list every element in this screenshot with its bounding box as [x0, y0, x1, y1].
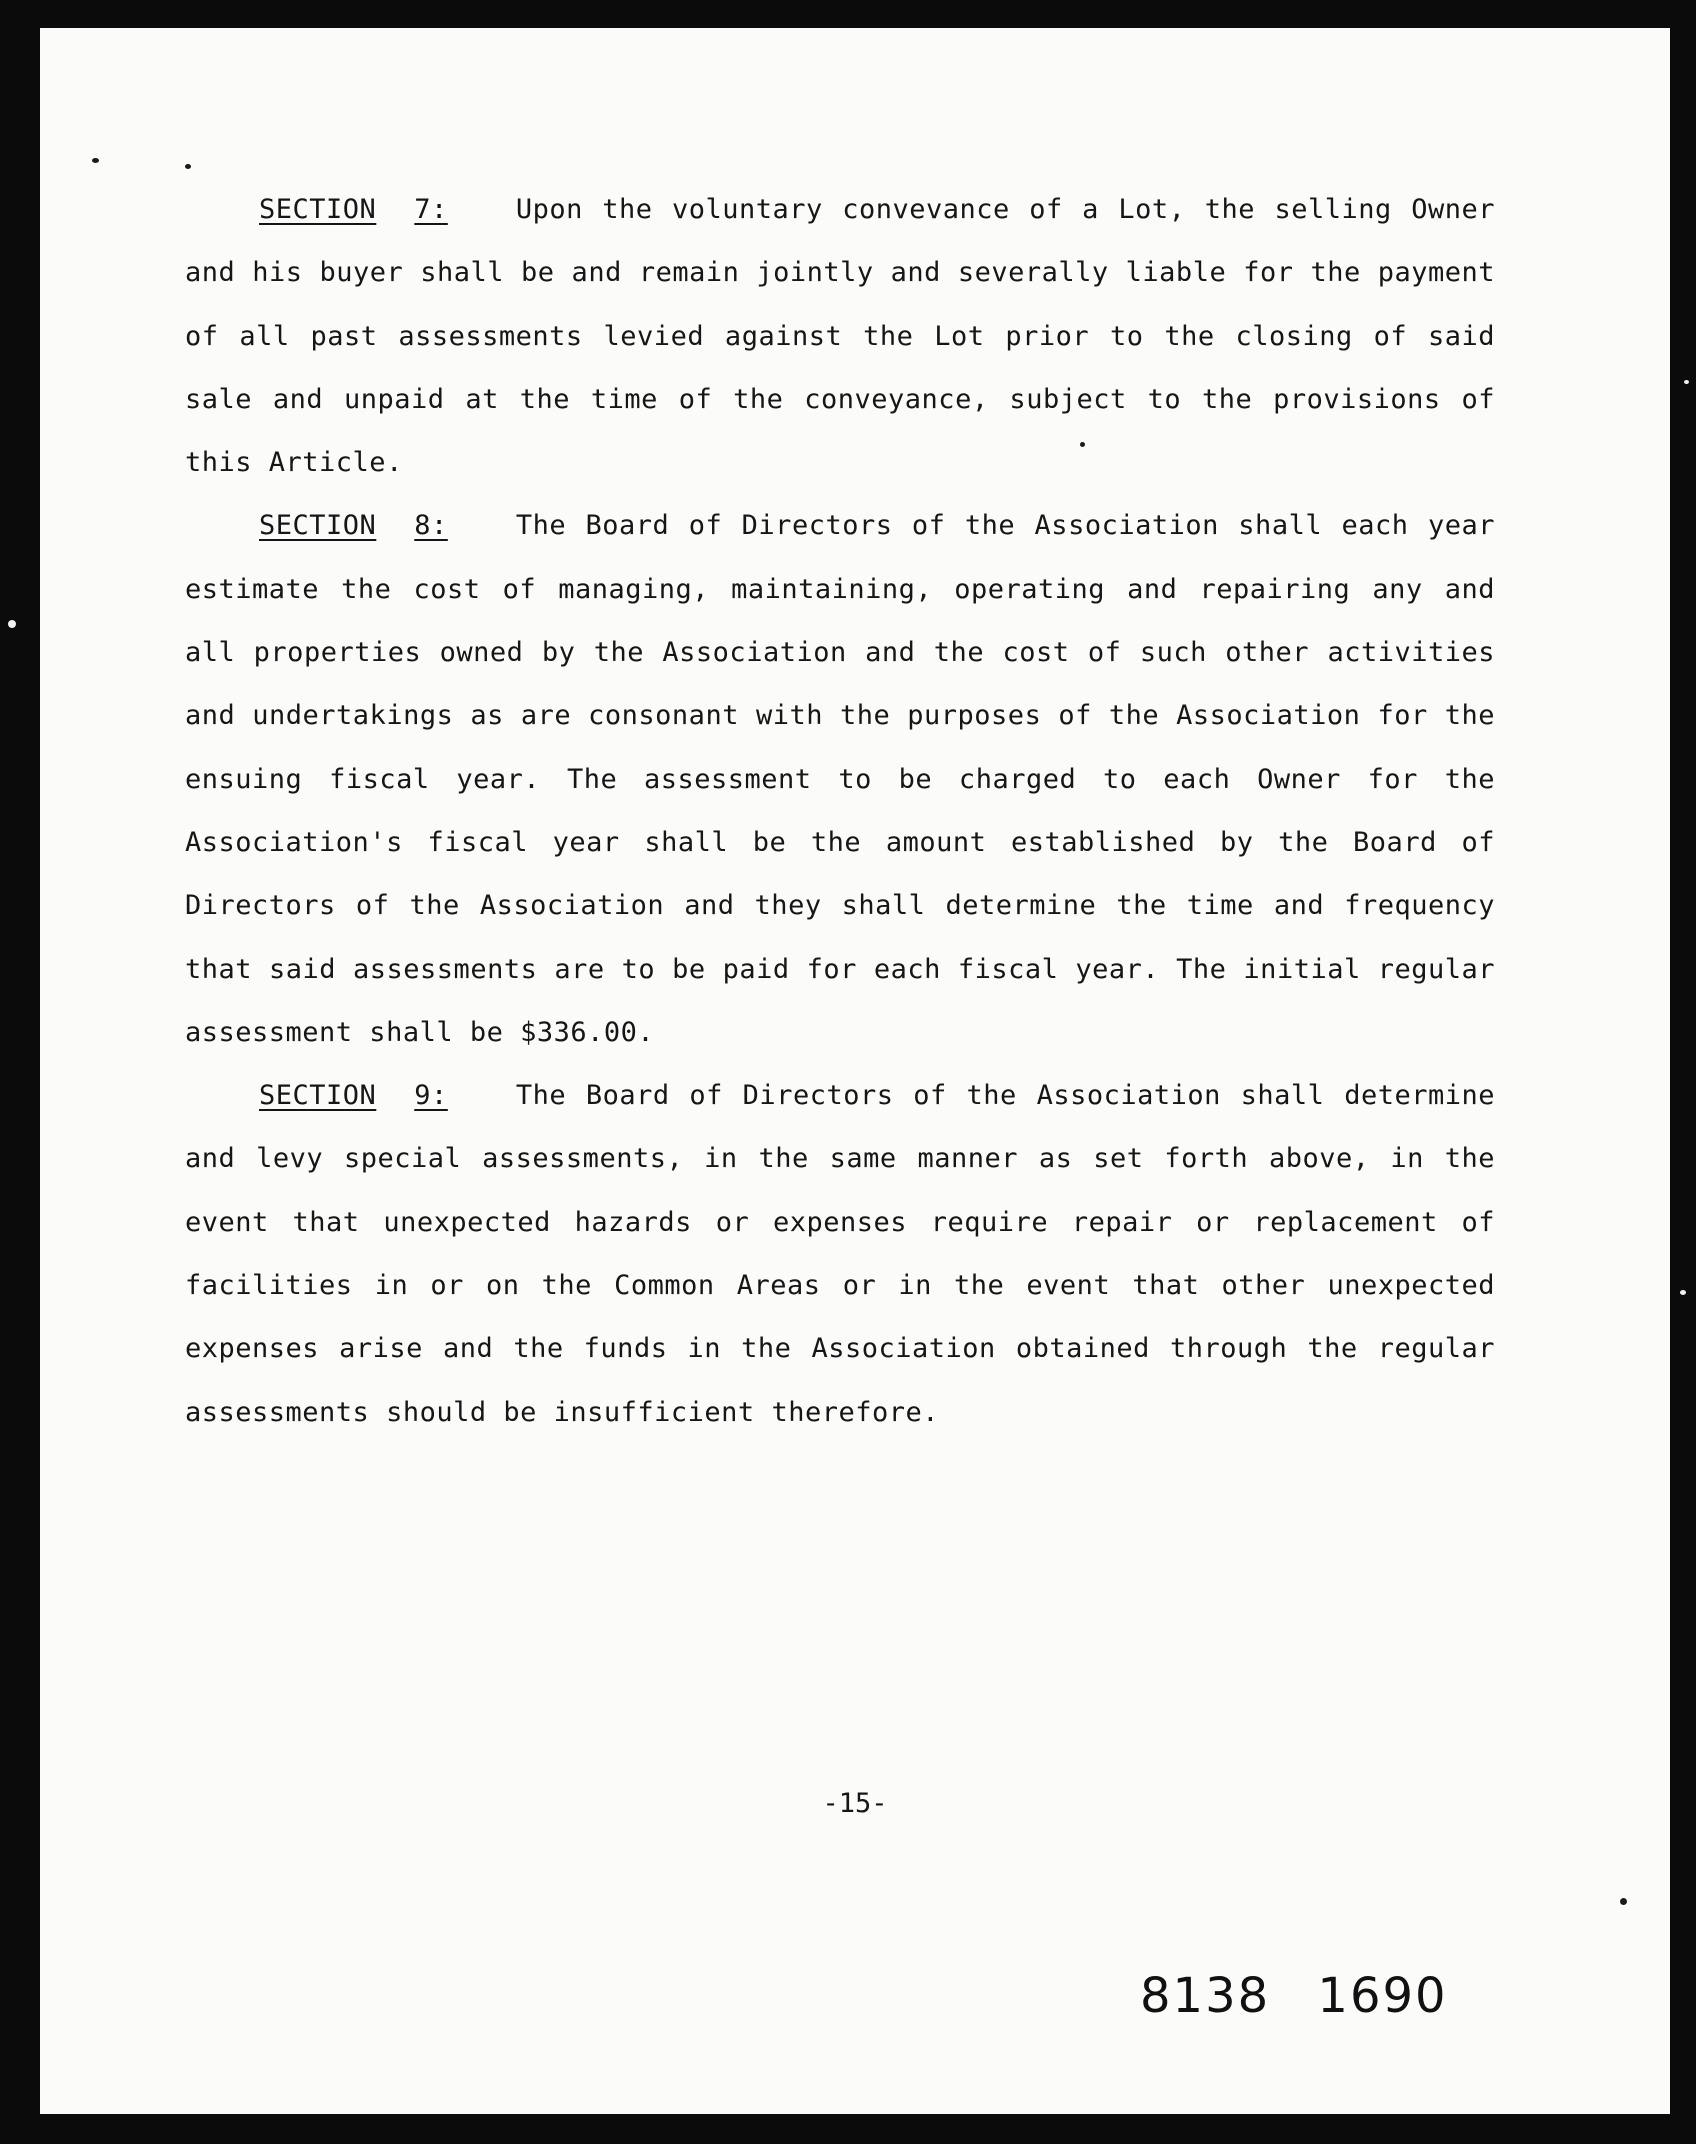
- section-8-heading: [259, 494, 448, 557]
- section-8-number: 8:: [414, 510, 448, 542]
- section-8-label: SECTION: [259, 510, 377, 542]
- scan-speck: [1620, 1898, 1627, 1905]
- section-9-label: SECTION: [259, 1080, 377, 1112]
- section-7-label: SECTION: [259, 194, 377, 225]
- section-9: [185, 1064, 1495, 1444]
- scan-speck: [1684, 380, 1689, 384]
- section-7-text: Upon the voluntary convevance of a Lot, the selling Owner and his buyer shall be and remain jointly and severally liable for the payment of all past assessments levied against the Lot prior to the closing of said sale and unpaid at the time of the conveyance, subject to the provisions of this Article.: [185, 194, 1495, 479]
- scan-speck: [92, 158, 99, 163]
- scan-speck: [1080, 442, 1085, 447]
- scan-speck: [185, 164, 191, 169]
- section-9-text: The Board of Directors of the Association shall determine and levy special assessments, in the same manner as set forth above, in the event that unexpected hazards or expenses require repair or replacement of facilities in or on the Common Areas or in the event that other unexpected expenses arise and the funds in the Association obtained through the regular assessments should be insufficient therefore.: [185, 1080, 1495, 1428]
- page-number: -15-: [822, 1788, 888, 1819]
- scan-speck: [1680, 1290, 1686, 1295]
- section-8-text: The Board of Directors of the Association shall each year estimate the cost of managing, maintaining, operating and repairing any and all properties owned by the Association and the cost of such other activities and undertakings as are consonant with the purposes of the Association for the ensuing fiscal year. The assessment to be charged to each Owner for the Association's fiscal year shall be the amount established by the Board of Directors of the Association and they shall determine the time and frequency that said assessments are to be paid for each fiscal year. The initial regular assessment shall be $336.00.: [185, 510, 1495, 1048]
- scan-speck: [8, 620, 16, 628]
- document-stamp-number: 8138 1690: [1140, 1968, 1448, 2024]
- section-7-number: 7:: [414, 194, 448, 225]
- document-body: [185, 178, 1495, 1444]
- section-7-heading: [259, 178, 448, 241]
- section-7: [185, 178, 1495, 494]
- document-page: [40, 28, 1670, 2114]
- section-8: [185, 494, 1495, 1064]
- section-9-heading: [259, 1064, 448, 1127]
- section-9-number: 9:: [414, 1080, 448, 1112]
